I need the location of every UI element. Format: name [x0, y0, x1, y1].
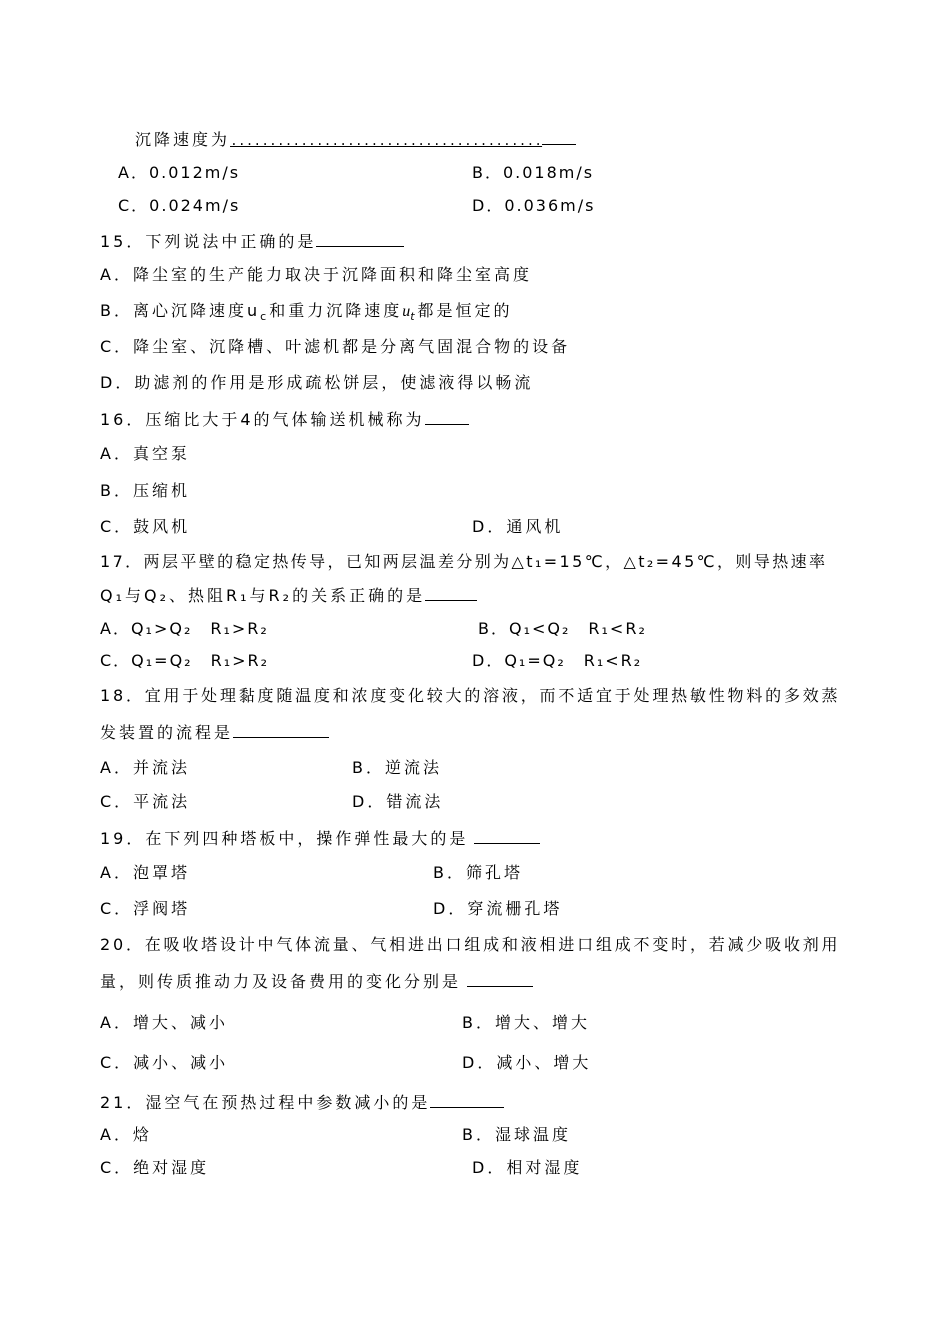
q18-stem-line2: 发装置的流程是 — [100, 721, 329, 744]
q19-stem: 19．在下列四种塔板中，操作弹性最大的是 — [100, 827, 540, 850]
q17-option-a[interactable]: A．Q₁>Q₂ R₁>R₂ — [100, 619, 269, 638]
q14-stem: 沉降速度为........................................ — [135, 128, 576, 153]
q19-option-c[interactable]: C．浮阀塔 — [100, 899, 191, 918]
q18-option-c[interactable]: C．平流法 — [100, 792, 191, 811]
q21-stem: 21．湿空气在预热过程中参数减小的是 — [100, 1091, 504, 1114]
q16-stem: 16．压缩比大于4的气体输送机械称为 — [100, 408, 469, 431]
q17-option-c[interactable]: C．Q₁=Q₂ R₁>R₂ — [100, 651, 270, 670]
answer-blank[interactable] — [316, 230, 404, 247]
answer-blank[interactable] — [474, 827, 540, 844]
q20-stem-line2: 量，则传质推动力及设备费用的变化分别是 — [100, 970, 533, 993]
q15-option-c[interactable]: C．降尘室、沉降槽、叶滤机都是分离气固混合物的设备 — [100, 337, 571, 356]
q20-option-d[interactable]: D．减小、增大 — [462, 1053, 592, 1072]
q16-option-b[interactable]: B．压缩机 — [100, 481, 190, 500]
q19-option-d[interactable]: D．穿流栅孔塔 — [433, 899, 563, 918]
q15-stem: 15．下列说法中正确的是 — [100, 230, 404, 253]
q15-option-a[interactable]: A．降尘室的生产能力取决于沉降面积和降尘室高度 — [100, 265, 532, 284]
q15-option-d[interactable]: D．助滤剂的作用是形成疏松饼层，使滤液得以畅流 — [100, 373, 534, 392]
q14-option-c[interactable]: C．0.024m/s — [118, 196, 241, 215]
answer-blank[interactable] — [425, 408, 469, 425]
q15-option-b[interactable]: B．离心沉降速度$u_c$和重力沉降速度$u_t$都是恒定的 — [100, 301, 513, 324]
q17-stem-line1: 17．两层平壁的稳定热传导，已知两层温差分别为△t₁=15℃，△t₂=45℃，则导热速率 — [100, 552, 828, 571]
q19-option-a[interactable]: A．泡罩塔 — [100, 863, 190, 882]
q20-option-b[interactable]: B．增大、增大 — [462, 1013, 590, 1032]
answer-blank[interactable] — [425, 584, 477, 601]
q18-option-d[interactable]: D．错流法 — [352, 792, 444, 811]
q18-option-b[interactable]: B．逆流法 — [352, 758, 442, 777]
q21-option-c[interactable]: C．绝对湿度 — [100, 1158, 210, 1177]
answer-blank[interactable] — [430, 1091, 504, 1108]
q20-stem-line1: 20．在吸收塔设计中气体流量、气相进出口组成和液相进口组成不变时，若减少吸收剂用 — [100, 935, 841, 954]
q16-option-a[interactable]: A．真空泵 — [100, 444, 190, 463]
q21-option-a[interactable]: A．焓 — [100, 1125, 152, 1144]
q14-option-b[interactable]: B．0.018m/s — [472, 163, 595, 182]
q21-option-b[interactable]: B．湿球温度 — [462, 1125, 571, 1144]
q17-option-b[interactable]: B．Q₁<Q₂ R₁<R₂ — [478, 619, 647, 638]
q20-option-c[interactable]: C．减小、减小 — [100, 1053, 229, 1072]
q16-option-c[interactable]: C．鼓风机 — [100, 517, 191, 536]
q14-option-d[interactable]: D．0.036m/s — [472, 196, 596, 215]
q17-option-d[interactable]: D．Q₁=Q₂ R₁<R₂ — [472, 651, 643, 670]
q18-stem-line1: 18．宜用于处理黏度随温度和浓度变化较大的溶液，而不适宜于处理热敏性物料的多效蒸 — [100, 686, 841, 705]
q16-option-d[interactable]: D．通风机 — [472, 517, 564, 536]
q21-option-d[interactable]: D．相对湿度 — [472, 1158, 583, 1177]
q19-option-b[interactable]: B．筛孔塔 — [433, 863, 523, 882]
q14-option-a[interactable]: A．0.012m/s — [118, 163, 241, 182]
q18-option-a[interactable]: A．并流法 — [100, 758, 190, 777]
q17-stem-line2: Q₁与Q₂、热阻R₁与R₂的关系正确的是 — [100, 584, 477, 607]
answer-blank[interactable] — [467, 970, 533, 987]
q14-dots: ........................................ — [230, 134, 543, 149]
q20-option-a[interactable]: A．增大、减小 — [100, 1013, 228, 1032]
answer-blank[interactable] — [542, 128, 576, 145]
answer-blank[interactable] — [233, 721, 329, 738]
